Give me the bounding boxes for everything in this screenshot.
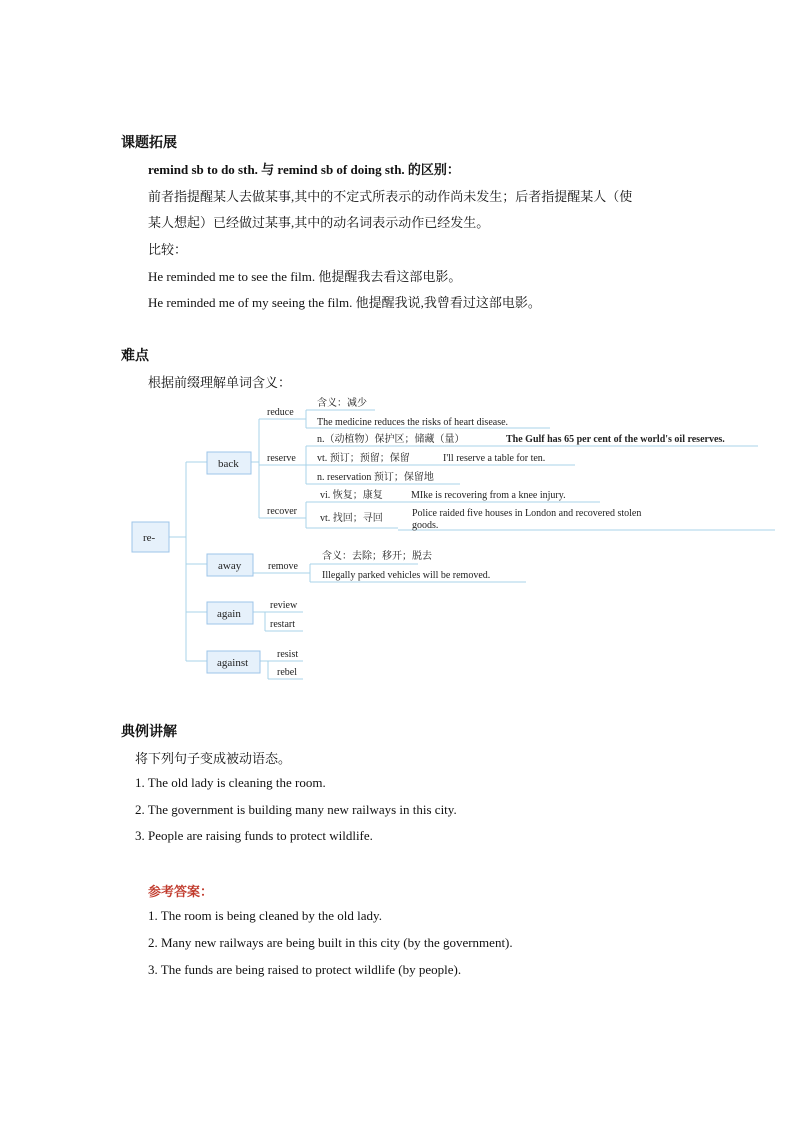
leaf-reservation: n. reservation 预订；保留地 <box>317 472 434 483</box>
leaf-remove-example: Illegally parked vehicles will be removed. <box>322 570 491 581</box>
word-review: review <box>270 600 298 611</box>
leaf-reserve-verb: vt. 预订；预留；保留 <box>317 453 410 464</box>
answer-heading: 参考答案： <box>148 884 214 899</box>
leaf-recover-vi-example: MIke is recovering from a knee injury. <box>411 490 566 501</box>
leaf-reserve-noun: n.（动植物）保护区；储藏（量） <box>317 434 465 445</box>
leaf-reserve-verb-example: I'll reserve a table for ten. <box>443 453 546 464</box>
example-sentence-2: He reminded me of my seeing the film. 他提醒我说,我曾看过这部电影。 <box>148 295 541 310</box>
exercise-instruction: 将下列句子变成被动语态。 <box>135 751 292 766</box>
word-reserve: reserve <box>267 453 296 464</box>
question-1: 1. The old lady is cleaning the room. <box>135 775 326 790</box>
section-heading-examples: 典例讲解 <box>121 725 177 740</box>
compare-label: 比较： <box>148 242 188 257</box>
section-heading-extension: 课题拓展 <box>121 136 177 151</box>
example-sentence-1: He reminded me to see the film. 他提醒我去看这部电影。 <box>148 269 462 284</box>
answer-3: 3. The funds are being raised to protect wildlife (by people). <box>148 962 462 977</box>
word-remove: remove <box>268 561 298 572</box>
word-rebel: rebel <box>277 667 297 678</box>
section-heading-difficulty: 难点 <box>121 349 149 364</box>
question-3: 3. People are raising funds to protect wildlife. <box>135 828 373 843</box>
answer-2: 2. Many new railways are being built in this city (by the government). <box>148 935 513 950</box>
extension-desc-line2: 某人想起）已经做过某事,其中的动名词表示动作已经发生。 <box>148 215 490 230</box>
mindmap-root: re- <box>143 532 156 544</box>
leaf-recover-vt: vt. 找回；寻回 <box>320 513 383 524</box>
word-resist: resist <box>277 649 299 660</box>
leaf-recover-vt-example-cont: goods. <box>412 520 439 531</box>
extension-subtitle: remind sb to do sth. 与 remind sb of doing sth. 的区别： <box>148 162 460 177</box>
leaf-remove-meaning: 含义：去除；移开；脱去 <box>322 551 432 562</box>
prefix-intro: 根据前缀理解单词含义： <box>148 375 292 390</box>
word-reduce: reduce <box>267 407 294 418</box>
answer-1: 1. The room is being cleaned by the old lady. <box>148 908 382 923</box>
question-2: 2. The government is building many new railways in this city. <box>135 802 457 817</box>
mindmap-group-again: again <box>217 608 241 620</box>
leaf-reduce-example: The medicine reduces the risks of heart disease. <box>317 417 509 428</box>
word-restart: restart <box>270 619 295 630</box>
leaf-reduce-meaning: 含义：减少 <box>317 398 367 409</box>
leaf-recover-vt-example: Police raided five houses in London and recovered stolen <box>412 508 642 519</box>
mindmap-group-back: back <box>218 458 239 470</box>
word-recover: recover <box>267 506 297 517</box>
mindmap-group-away: away <box>218 560 242 572</box>
leaf-reserve-noun-example: The Gulf has 65 per cent of the world's oil reserves. <box>506 434 725 445</box>
mindmap-group-against: against <box>217 657 249 669</box>
leaf-recover-vi: vi. 恢复；康复 <box>320 490 383 501</box>
extension-desc-line1: 前者指提醒某人去做某事,其中的不定式所表示的动作尚未发生；后者指提醒某人（使 <box>148 189 633 204</box>
